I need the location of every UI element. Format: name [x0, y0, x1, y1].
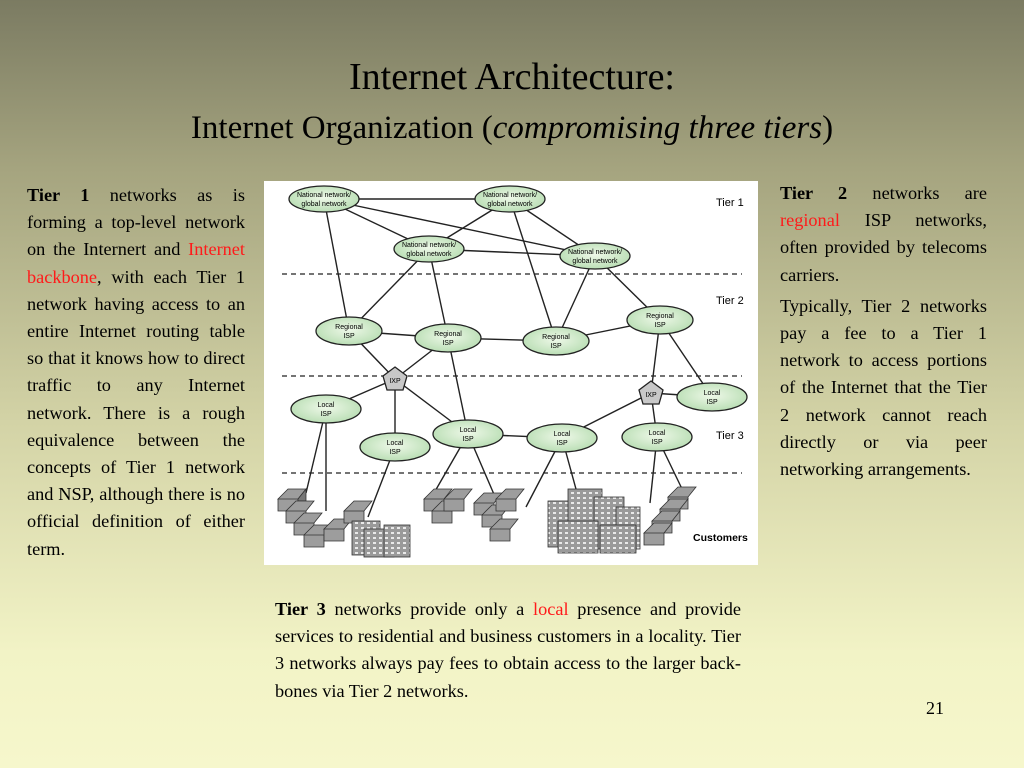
- svg-text:National network/: National network/: [482, 192, 538, 199]
- svg-text:Regional: Regional: [542, 334, 570, 341]
- slide-subtitle: [0, 108, 1024, 148]
- regional-isp-node: [415, 324, 481, 352]
- local-isp-node: [527, 424, 597, 452]
- svg-text:Regional: Regional: [335, 324, 363, 331]
- network-links: [306, 199, 712, 517]
- tier3-description: [275, 596, 741, 709]
- svg-text:global network: global network: [487, 201, 533, 208]
- regional-isp-node: [316, 317, 382, 345]
- three-tier-network-diagram: [264, 181, 758, 565]
- svg-text:IXP: IXP: [645, 392, 657, 399]
- tier3-highlight: local: [533, 599, 569, 619]
- tier2-text-b: ISP networks, often provided by telecoms carriers.: [780, 210, 987, 285]
- tier1-label: Tier 1: [27, 185, 90, 205]
- local-isp-node: [622, 423, 692, 451]
- local-isp-node: [433, 420, 503, 448]
- tier2-text-a: networks are: [847, 183, 987, 203]
- tier1-highlight: Internet backbone: [27, 239, 245, 287]
- tier2-paragraph-2: Typically, Tier 2 networks pay a fee to a Tier 1 network to access portions of the Internet that the Tier 2 network cannot reach directly or via peer networking arrangements.: [780, 295, 987, 480]
- svg-text:ISP: ISP: [550, 343, 562, 350]
- ixp-node: [639, 381, 663, 404]
- subtitle-prefix: Internet Organization (: [190, 110, 493, 146]
- customers-label: Customers: [693, 532, 748, 544]
- svg-text:IXP: IXP: [389, 378, 401, 385]
- svg-text:National network/: National network/: [296, 192, 352, 199]
- national-network-node: [560, 243, 630, 269]
- regional-isp-node: [627, 306, 693, 334]
- local-isp-node: [291, 395, 361, 423]
- tier2-description: [780, 180, 987, 487]
- svg-text:Local: Local: [459, 427, 477, 434]
- slide-title: Internet Architecture:: [348, 56, 675, 98]
- tier3-diagram-label: Tier 3: [716, 430, 744, 442]
- svg-text:Regional: Regional: [646, 313, 674, 320]
- national-network-node: [394, 236, 464, 262]
- svg-text:ISP: ISP: [320, 411, 332, 418]
- svg-text:global network: global network: [406, 251, 452, 258]
- svg-text:Local: Local: [317, 402, 335, 409]
- national-network-node: [475, 186, 545, 212]
- svg-text:ISP: ISP: [389, 449, 401, 456]
- subtitle-italic: compromising three tiers: [492, 110, 823, 146]
- tier2-label: Tier 2: [780, 183, 848, 203]
- tier1-text-a: networks as is forming a top-level network on the Internert and: [27, 185, 245, 260]
- svg-text:global network: global network: [572, 258, 618, 265]
- tier2-diagram-label: Tier 2: [716, 295, 744, 307]
- svg-text:Local: Local: [648, 430, 666, 437]
- national-network-node: [289, 186, 359, 212]
- svg-text:National network/: National network/: [567, 249, 623, 256]
- svg-text:ISP: ISP: [442, 340, 454, 347]
- local-isp-node: [677, 383, 747, 411]
- svg-text:Local: Local: [553, 431, 571, 438]
- svg-text:Local: Local: [386, 440, 404, 447]
- svg-text:global network: global network: [301, 201, 347, 208]
- tier3-label: Tier 3: [275, 599, 326, 619]
- svg-text:National network/: National network/: [401, 242, 457, 249]
- regional-isp-node: [523, 327, 589, 355]
- tier1-description: [27, 182, 245, 567]
- subtitle-suffix: ): [822, 110, 834, 146]
- tier1-text-b: , with each Tier 1 network having access to an entire Internet routing table so that it knows how to direct traffic to any Internet network. There is a rough equivalence between the concepts of Tier 1 network and NSP, although there is no official definition of either term.: [27, 266, 245, 559]
- page-number: 21: [926, 698, 944, 718]
- svg-text:Local: Local: [703, 390, 721, 397]
- tier1-diagram-label: Tier 1: [716, 197, 744, 209]
- local-isp-node: [360, 433, 430, 461]
- svg-text:ISP: ISP: [343, 333, 355, 340]
- tier2-highlight: regional: [780, 210, 840, 231]
- tier3-text-a: networks provide only a: [325, 599, 534, 619]
- svg-text:ISP: ISP: [462, 436, 474, 443]
- svg-text:ISP: ISP: [651, 439, 663, 446]
- svg-text:ISP: ISP: [654, 322, 666, 329]
- svg-text:ISP: ISP: [556, 440, 568, 447]
- svg-text:ISP: ISP: [706, 399, 718, 406]
- tier3-text-b: presence and provide services to residential and business customers in a locality. Tier 3 networks always pay fees to obtain access to the larger back-bones via Tier 2 networks.: [275, 599, 741, 701]
- svg-text:Regional: Regional: [434, 331, 462, 338]
